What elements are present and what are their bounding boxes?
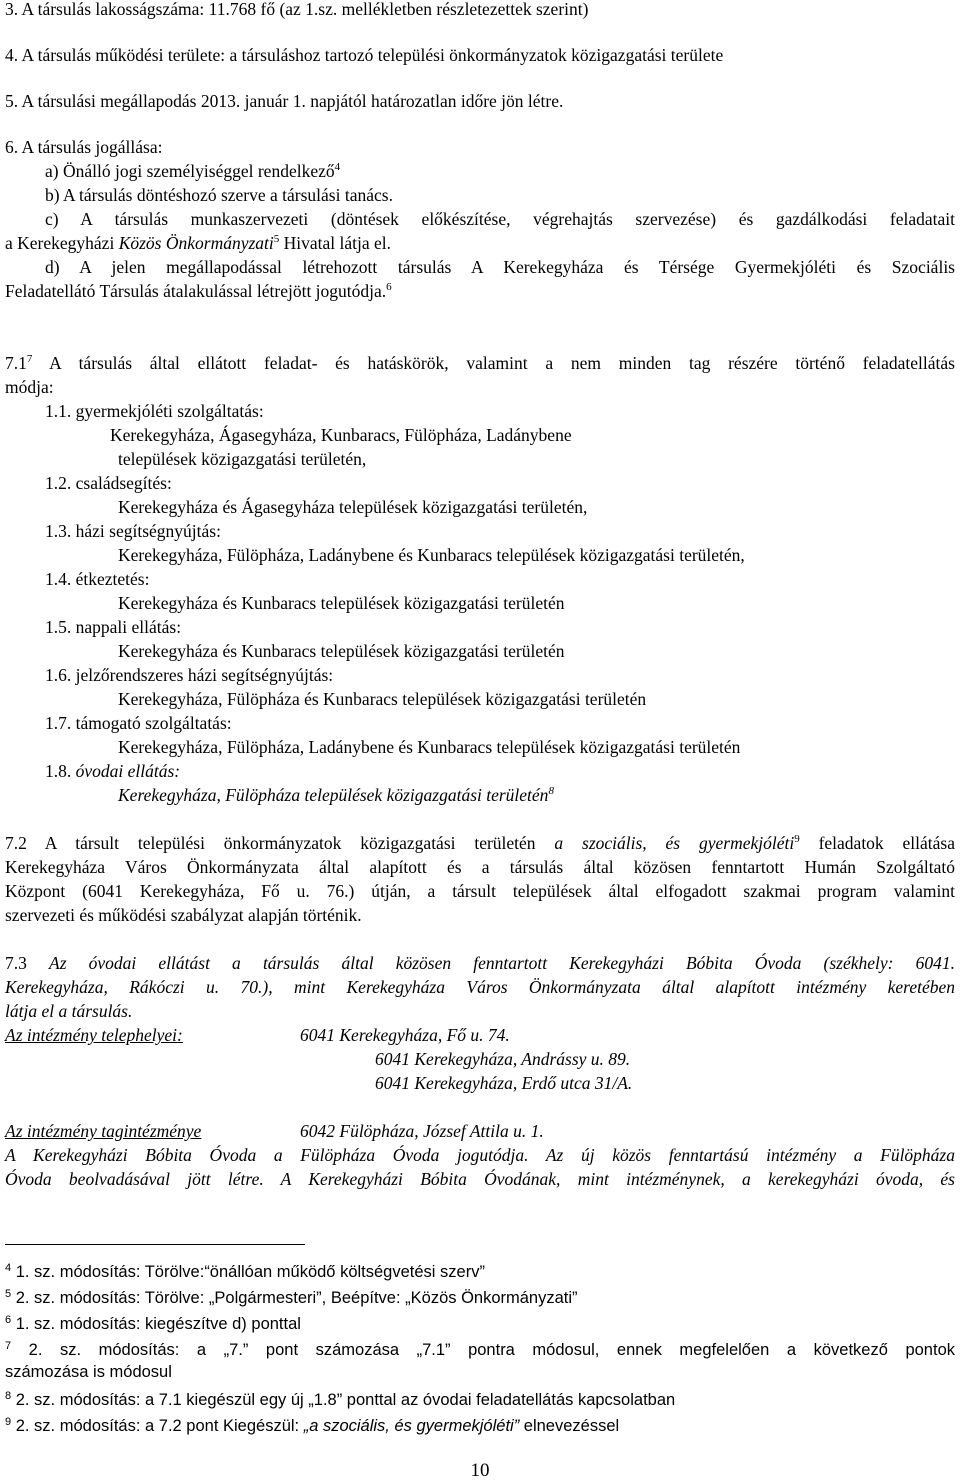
item-6a: a) Önálló jogi személyiséggel rendelkező$^4$ (45, 161, 341, 181)
footnote-8: $^8$ 2. sz. módosítás: a 7.1 kiegészül egy új „1.8” ponttal az óvodai feladatellátás kapcsolatban (5, 1390, 676, 1409)
section-7-1-heading-cont: módja: (5, 377, 54, 397)
item-3-population: 3. A társulás lakosságszáma: 11.768 fő (az 1.sz. mellékletben részletezettek szerint) (5, 0, 589, 19)
task-1-7-area: Kerekegyháza, Fülöpháza, Ladánybene és Kunbaracs települések közigazgatási területén (118, 737, 741, 757)
item-6d: d) A jelen megállapodással létrehozott társulás A Kerekegyháza és Térsége Gyermekjóléti és Szociális (45, 257, 955, 277)
sites-label: Az intézmény telephelyei: (5, 1025, 183, 1045)
item-4-operating-area: 4. A társulás működési területe: a társuláshoz tartozó települési önkormányzatok közigazgatási területe (5, 45, 724, 65)
section-7-2: 7.2 A társult települési önkormányzatok közigazgatási területén a szociális, és gyermekjóléti$^9$ feladatok ellátása (5, 833, 955, 853)
section-7-3-l3: látja el a társulás. (5, 1001, 133, 1021)
footnote-9: $^9$ 2. sz. módosítás: a 7.2 pont Kiegészül: „a szociális, és gyermekjóléti” elnevezéssel (5, 1416, 620, 1435)
footnote-ref: 8 (548, 785, 554, 797)
task-1-8-area: Kerekegyháza, Fülöpháza települések közigazgatási területén$^8$ (118, 785, 554, 805)
footnote-ref: 9 (794, 833, 800, 845)
task-1-4-area: Kerekegyháza és Kunbaracs települések közigazgatási területén (118, 593, 565, 613)
task-1-6-area: Kerekegyháza, Fülöpháza és Kunbaracs települések közigazgatási területén (118, 689, 647, 709)
task-1-8: 1.8. óvodai ellátás: (45, 761, 181, 781)
task-1-1-area-cont: települések közigazgatási területén, (118, 449, 367, 469)
footnote-separator (5, 1244, 305, 1245)
task-1-1-area: Kerekegyháza, Ágasegyháza, Kunbaracs, Fülöpháza, Ladánybene (110, 425, 572, 445)
task-1-7: 1.7. támogató szolgáltatás: (45, 713, 232, 733)
footnote-ref: 4 (334, 161, 341, 173)
page-number: 10 (470, 1460, 490, 1481)
item-5-agreement-date: 5. A társulási megállapodás 2013. január 1. napjától határozatlan időre jön létre. (5, 91, 564, 111)
member-institution-label: Az intézmény tagintézménye (5, 1121, 202, 1141)
section-7-1-heading: $7.1^7$ A társulás által ellátott feladat- és hatáskörök, valamint a nem minden tag részére történő feladatellátás (5, 353, 955, 373)
task-1-4: 1.4. étkeztetés: (45, 569, 150, 589)
footnote-7-cont: számozása is módosul (5, 1363, 172, 1381)
footnote-6: $^6$ 1. sz. módosítás: kiegészítve d) ponttal (5, 1314, 301, 1333)
footnote-5: $^5$ 2. sz. módosítás: Törölve: „Polgármesteri”, Beépítve: „Közös Önkormányzati” (5, 1288, 578, 1307)
member-institution: 6042 Fülöpháza, József Attila u. 1. (300, 1121, 544, 1141)
footnote-ref: 6 (386, 281, 392, 293)
task-1-3: 1.3. házi segítségnyújtás: (45, 521, 221, 541)
task-1-2-area: Kerekegyháza és Ágasegyháza települések közigazgatási területén, (118, 497, 588, 517)
footnote-7: $^7$ 2. sz. módosítás: a „7.” pont számozása „7.1” pontra módosul, ennek megfelelően a következő pontok (5, 1340, 955, 1359)
section-7-3-l2: Kerekegyháza, Rákóczi u. 70.), mint Kerekegyháza Város Önkormányzata által alapított intézmény keretében (5, 977, 955, 997)
section-7-3: 7.3 Az óvodai ellátást a társulás által közösen fenntartott Kerekegyházi Bóbita Óvoda (székhely: 6041. (5, 953, 956, 973)
task-1-1: 1.1. gyermekjóléti szolgáltatás: (45, 401, 264, 421)
footnote-ref: 5 (273, 233, 280, 245)
section-7-2-l3: Központ (6041 Kerekegyháza, Fő u. 76.) útján, a társult települések által elfogadott szakmai program valamint (5, 881, 955, 901)
site-1: 6041 Kerekegyháza, Fő u. 74. (300, 1025, 510, 1045)
item-6-legal-status: 6. A társulás jogállása: (5, 137, 163, 157)
task-1-3-area: Kerekegyháza, Fülöpháza, Ladánybene és Kunbaracs települések közigazgatási területén, (118, 545, 745, 565)
footnote-ref: 7 (26, 353, 33, 365)
task-1-5-area: Kerekegyháza és Kunbaracs települések közigazgatási területén (118, 641, 565, 661)
task-1-5: 1.5. nappali ellátás: (45, 617, 182, 637)
site-2: 6041 Kerekegyháza, Andrássy u. 89. (375, 1049, 631, 1069)
section-7-2-l4: szervezeti és működési szabályzat alapján történik. (5, 905, 362, 925)
task-1-2: 1.2. családsegítés: (45, 473, 172, 493)
item-6c: c) A társulás munkaszervezeti (döntések előkészítése, végrehajtás szervezése) és gazdálkodási feladatait (45, 209, 955, 229)
footnote-4: $^4$ 1. sz. módosítás: Törölve:“önállóan működő költségvetési szerv” (5, 1262, 485, 1281)
item-6d-cont: Feladatellátó Társulás átalakulással létrejött jogutódja.$^6$ (5, 281, 392, 301)
section-7-2-l2: Kerekegyháza Város Önkormányzata által alapított és a társulás által közösen fenntartott Humán Szolgáltató (5, 857, 955, 877)
successor-text-cont: Óvoda beolvadásával jött létre. A Kerekegyházi Bóbita Óvodának, mint intézménynek, a kerekegyházi óvoda, és (5, 1169, 955, 1189)
item-6b: b) A társulás döntéshozó szerve a társulási tanács. (45, 185, 393, 205)
successor-text: A Kerekegyházi Bóbita Óvoda a Fülöpháza Óvoda jogutódja. Az új közös fenntartású intézmény a Fülöpháza (5, 1145, 955, 1165)
task-1-6: 1.6. jelzőrendszeres házi segítségnyújtás: (45, 665, 334, 685)
item-6c-cont: a Kerekegyházi Közös Önkormányzati$^5$ Hivatal látja el. (5, 233, 392, 253)
site-3: 6041 Kerekegyháza, Erdő utca 31/A. (375, 1073, 633, 1093)
